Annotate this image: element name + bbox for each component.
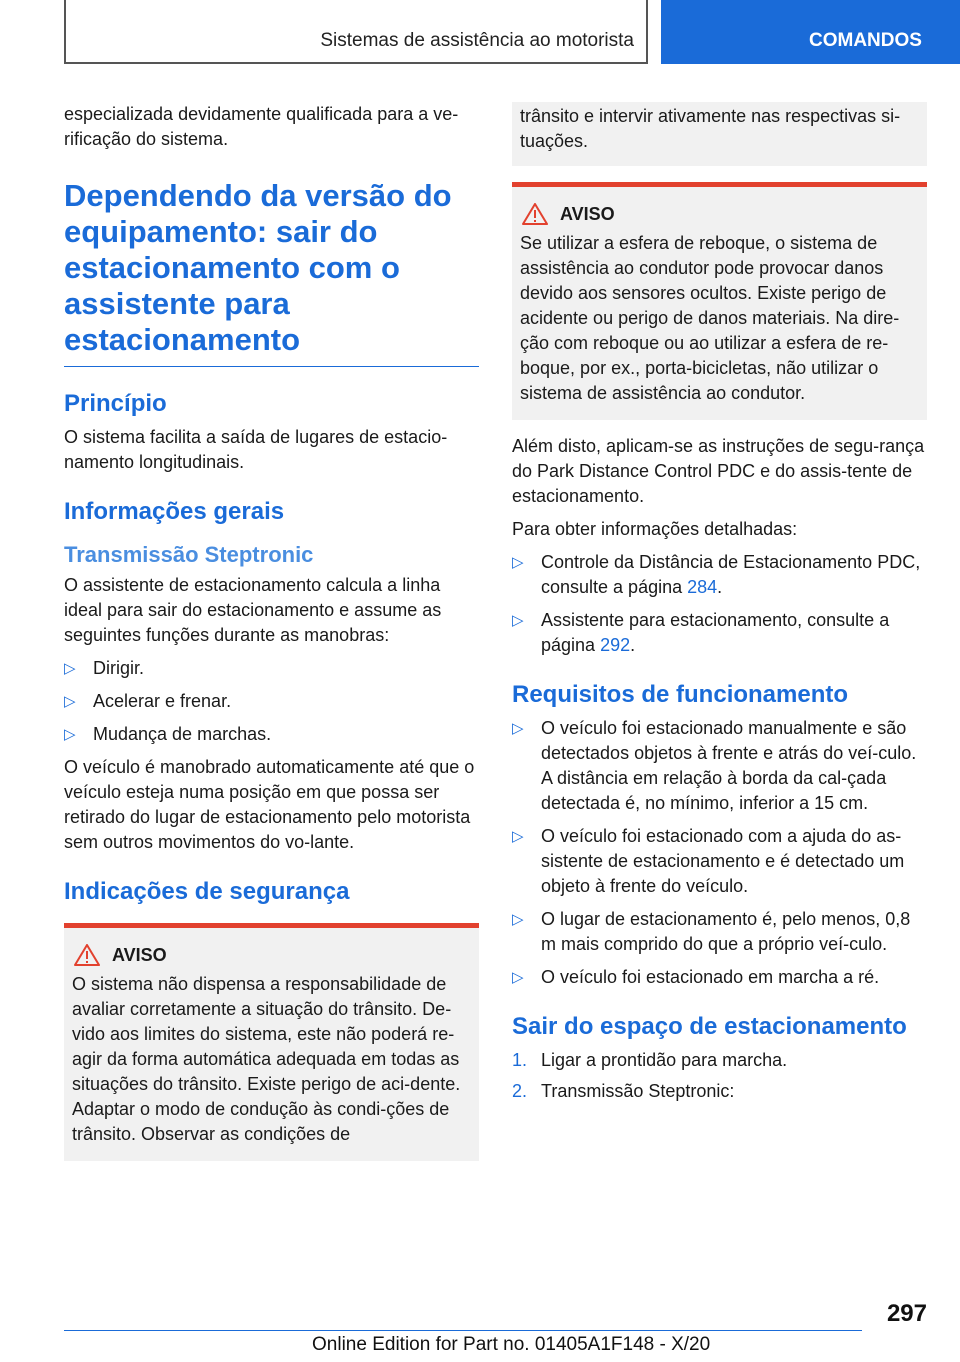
main-heading: Dependendo da versão do equipamento: sair do estacionamento com o assistente para estacionamento xyxy=(64,178,479,367)
step-item: 2. Transmissão Steptronic: xyxy=(512,1079,927,1104)
triangle-bullet-icon: ▷ xyxy=(512,554,524,571)
list-item: ▷ Acelerar e frenar. xyxy=(64,689,479,714)
safety-heading: Indicações de segurança xyxy=(64,878,350,905)
list-item: ▷ Assistente para estacionamento, consulte a página 292. xyxy=(512,610,890,655)
triangle-bullet-icon: ▷ xyxy=(512,720,524,737)
list-item: ▷ O veículo foi estacionado manualmente e são detectados objetos à frente e atrás do veí-culo. A distância em relação à borda da cal-çada detectada é, no mínimo, inferior a 15 cm. xyxy=(512,718,917,813)
steptronic-text: O assistente de estacionamento calcula a linha ideal para sair do estacionamento e assume as seguintes funções durante as manobras: xyxy=(64,575,442,645)
warning-continuation-text: trânsito e intervir ativamente nas respectivas si-tuações. xyxy=(520,106,901,151)
section-title: Sistemas de assistência ao motorista xyxy=(320,30,634,51)
steptronic-heading: Transmissão Steptronic xyxy=(64,542,314,567)
list-item: ▷ O veículo foi estacionado com a ajuda do as-sistente de estacionamento e é detectado um objeto à frente do veículo. xyxy=(512,826,905,896)
list-item: ▷ Controle da Distância de Estacionamento PDC, consulte a página 284. xyxy=(512,552,921,597)
additional-safety-text: Além disto, aplicam-se as instruções de segu-rança do Park Distance Control PDC e do assis-tente de estacionamento. xyxy=(512,436,925,506)
list-item: ▷ O lugar de estacionamento é, pelo menos, 0,8 m mais comprido do que a próprio veí-culo. xyxy=(512,909,911,954)
towing-warning-box xyxy=(512,182,927,420)
list-item: ▷ Dirigir. xyxy=(64,656,479,681)
more-info-text: Para obter informações detalhadas: xyxy=(512,519,798,539)
intro-text: especializada devidamente qualificada para a ve-rificação do sistema. xyxy=(64,104,459,149)
warning-continuation-box xyxy=(512,102,927,166)
triangle-bullet-icon: ▷ xyxy=(512,969,524,986)
warning-text: Se utilizar a esfera de reboque, o sistema de assistência ao condutor pode provocar danos devido aos sensores ocultos. Existe perigo de acidente ou perigo de danos materiais. Na dire-ção com reboque ou ao utilizar a esfera de re-boque, por ex., porta-bicicletas, não utilizar o sistema de assistência ao condutor. xyxy=(520,233,900,403)
warning-text: O sistema não dispensa a responsabilidade de avaliar corretamente a situação do trânsito. De-vido aos limites do sistema, este não poderá re-agir da forma automática adequada em todas as situações do trânsito. Existe perigo de aci-dente. Adaptar o modo de condução às condi-ções de trânsito. Observar as condições de xyxy=(72,974,461,1144)
list-item: ▷ O veículo foi estacionado em marcha a ré. xyxy=(512,965,927,990)
steps-list xyxy=(512,1048,927,1104)
triangle-bullet-icon: ▷ xyxy=(64,660,76,677)
warning-label: AVISO xyxy=(112,944,167,965)
triangle-bullet-icon: ▷ xyxy=(512,828,524,845)
step-number: 2. xyxy=(512,1081,528,1101)
triangle-bullet-icon: ▷ xyxy=(512,612,524,629)
triangle-bullet-icon: ▷ xyxy=(64,726,76,743)
general-heading: Informações gerais xyxy=(64,498,285,525)
warning-triangle-icon xyxy=(522,203,548,225)
list-item: ▷ Mudança de marchas. xyxy=(64,722,479,747)
warning-triangle-icon xyxy=(74,944,100,966)
triangle-bullet-icon: ▷ xyxy=(64,693,76,710)
triangle-bullet-icon: ▷ xyxy=(512,911,524,928)
warning-header xyxy=(520,203,919,225)
left-column xyxy=(64,102,479,1175)
footer-divider xyxy=(64,1330,862,1331)
principle-text: O sistema facilita a saída de lugares de estacio-namento longitudinais. xyxy=(64,427,448,472)
right-column xyxy=(512,102,927,1110)
reference-list xyxy=(512,550,927,658)
exit-heading: Sair do espaço de estacionamento xyxy=(512,1013,907,1040)
warning-header xyxy=(72,944,471,966)
page-link[interactable]: 284 xyxy=(687,577,718,597)
edition-text: Online Edition for Part no. 01405A1F148 - X/20 xyxy=(312,1334,711,1355)
step-item: 1. Ligar a prontidão para marcha. xyxy=(512,1048,927,1073)
step-number: 1. xyxy=(512,1050,528,1070)
header-section-box xyxy=(64,0,648,64)
chapter-tab-label: COMANDOS xyxy=(809,30,922,51)
chapter-tab[interactable] xyxy=(661,0,960,64)
functions-list xyxy=(64,656,479,747)
principle-heading: Princípio xyxy=(64,390,167,417)
requirements-list xyxy=(512,716,927,990)
warning-label: AVISO xyxy=(560,203,615,224)
requirements-heading: Requisitos de funcionamento xyxy=(512,681,849,708)
warning-box xyxy=(64,923,479,1161)
maneuver-text: O veículo é manobrado automaticamente até que o veículo esteja numa posição em que possa ser retirado do lugar de estacionamento pelo motorista sem outros movimentos do vo-lante. xyxy=(64,757,475,852)
page-number: 297 xyxy=(886,1300,927,1327)
page-link[interactable]: 292 xyxy=(600,635,631,655)
